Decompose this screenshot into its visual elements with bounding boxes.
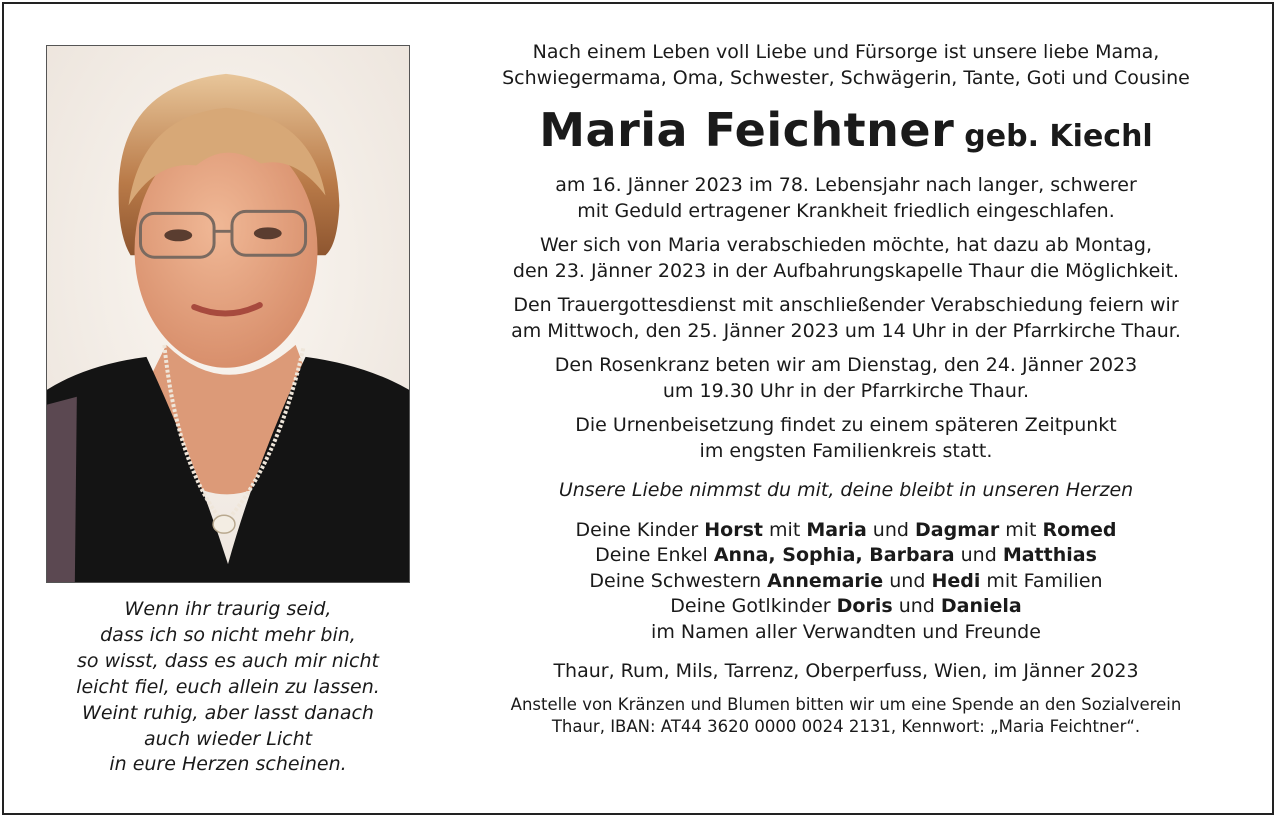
deceased-name: Maria Feichtner <box>539 103 955 157</box>
poem-line: Wenn ihr traurig seid, <box>124 598 332 620</box>
maiden-name: geb. Kiechl <box>964 119 1153 154</box>
donation-request <box>446 694 1246 739</box>
death-notice-line: mit Geduld ertragener Krankheit friedlich eingeschlafen. <box>577 199 1115 222</box>
poem-line: auch wieder Licht <box>143 727 313 750</box>
survivors-children: Deine Kinder Horst mit Maria und Dagmar mit Romed <box>575 518 1117 541</box>
places-date: Thaur, Rum, Mils, Tarrenz, Oberperfuss, Wien, im Jänner 2023 <box>553 660 1139 682</box>
burial-line: im engsten Familienkreis statt. <box>699 439 993 462</box>
donation-line: Anstelle von Kränzen und Blumen bitten wir um eine Spende an den Sozialverein <box>510 694 1182 714</box>
intro <box>446 40 1246 91</box>
rosary-line: um 19.30 Uhr in der Pfarrkirche Thaur. <box>662 379 1030 402</box>
viewing-line: Wer sich von Maria verabschieden möchte, hat dazu ab Montag, <box>539 234 1153 256</box>
survivors <box>446 518 1246 646</box>
service-line: am Mittwoch, den 25. Jänner 2023 um 14 Uhr in der Pfarrkirche Thaur. <box>511 319 1181 342</box>
rosary-line: Den Rosenkranz beten wir am Dienstag, den 24. Jänner 2023 <box>554 354 1138 376</box>
donation-line: Thaur, IBAN: AT44 3620 0000 0024 2131, Kennwort: „Maria Feichtner“. <box>551 717 1141 736</box>
poem-line: dass ich so nicht mehr bin, <box>100 623 356 646</box>
viewing-line: den 23. Jänner 2023 in der Aufbahrungskapelle Thaur die Möglichkeit. <box>512 259 1180 282</box>
survivors-godchildren: Deine Gotlkinder Doris und Daniela <box>670 595 1022 617</box>
service-line: Den Trauergottesdienst mit anschließender Verabschiedung feiern wir <box>513 294 1179 316</box>
poem-line: in eure Herzen scheinen. <box>109 753 347 776</box>
poem-line: Weint ruhig, aber lasst danach <box>82 701 374 724</box>
rosary-info <box>446 353 1246 404</box>
portrait-photo <box>46 45 410 583</box>
portrait-image <box>47 46 409 582</box>
intro-line: Schwiegermama, Oma, Schwester, Schwägerin, Tante, Goti und Cousine <box>502 66 1190 89</box>
burial-info <box>446 413 1246 464</box>
survivors-sisters: Deine Schwestern Annemarie und Hedi mit Familien <box>589 569 1103 592</box>
survivors-relatives: im Namen aller Verwandten und Freunde <box>651 620 1041 643</box>
service-info <box>446 293 1246 344</box>
motto: Unsere Liebe nimmst du mit, deine bleibt in unseren Herzen <box>558 479 1134 501</box>
deceased-name-line <box>446 101 1246 169</box>
intro-line: Nach einem Leben voll Liebe und Fürsorge ist unsere liebe Mama, <box>532 41 1160 63</box>
survivors-grandchildren: Deine Enkel Anna, Sophia, Barbara und Matthias <box>595 544 1097 566</box>
death-notice-line: am 16. Jänner 2023 im 78. Lebensjahr nach langer, schwerer <box>555 174 1137 196</box>
death-notice <box>446 173 1246 224</box>
viewing-info <box>446 233 1246 284</box>
poem <box>30 597 426 778</box>
burial-line: Die Urnenbeisetzung findet zu einem späteren Zeitpunkt <box>575 414 1117 436</box>
poem-line: leicht fiel, euch allein zu lassen. <box>76 675 380 698</box>
notice-text <box>446 40 1246 739</box>
poem-line: so wisst, dass es auch mir nicht <box>77 649 379 672</box>
